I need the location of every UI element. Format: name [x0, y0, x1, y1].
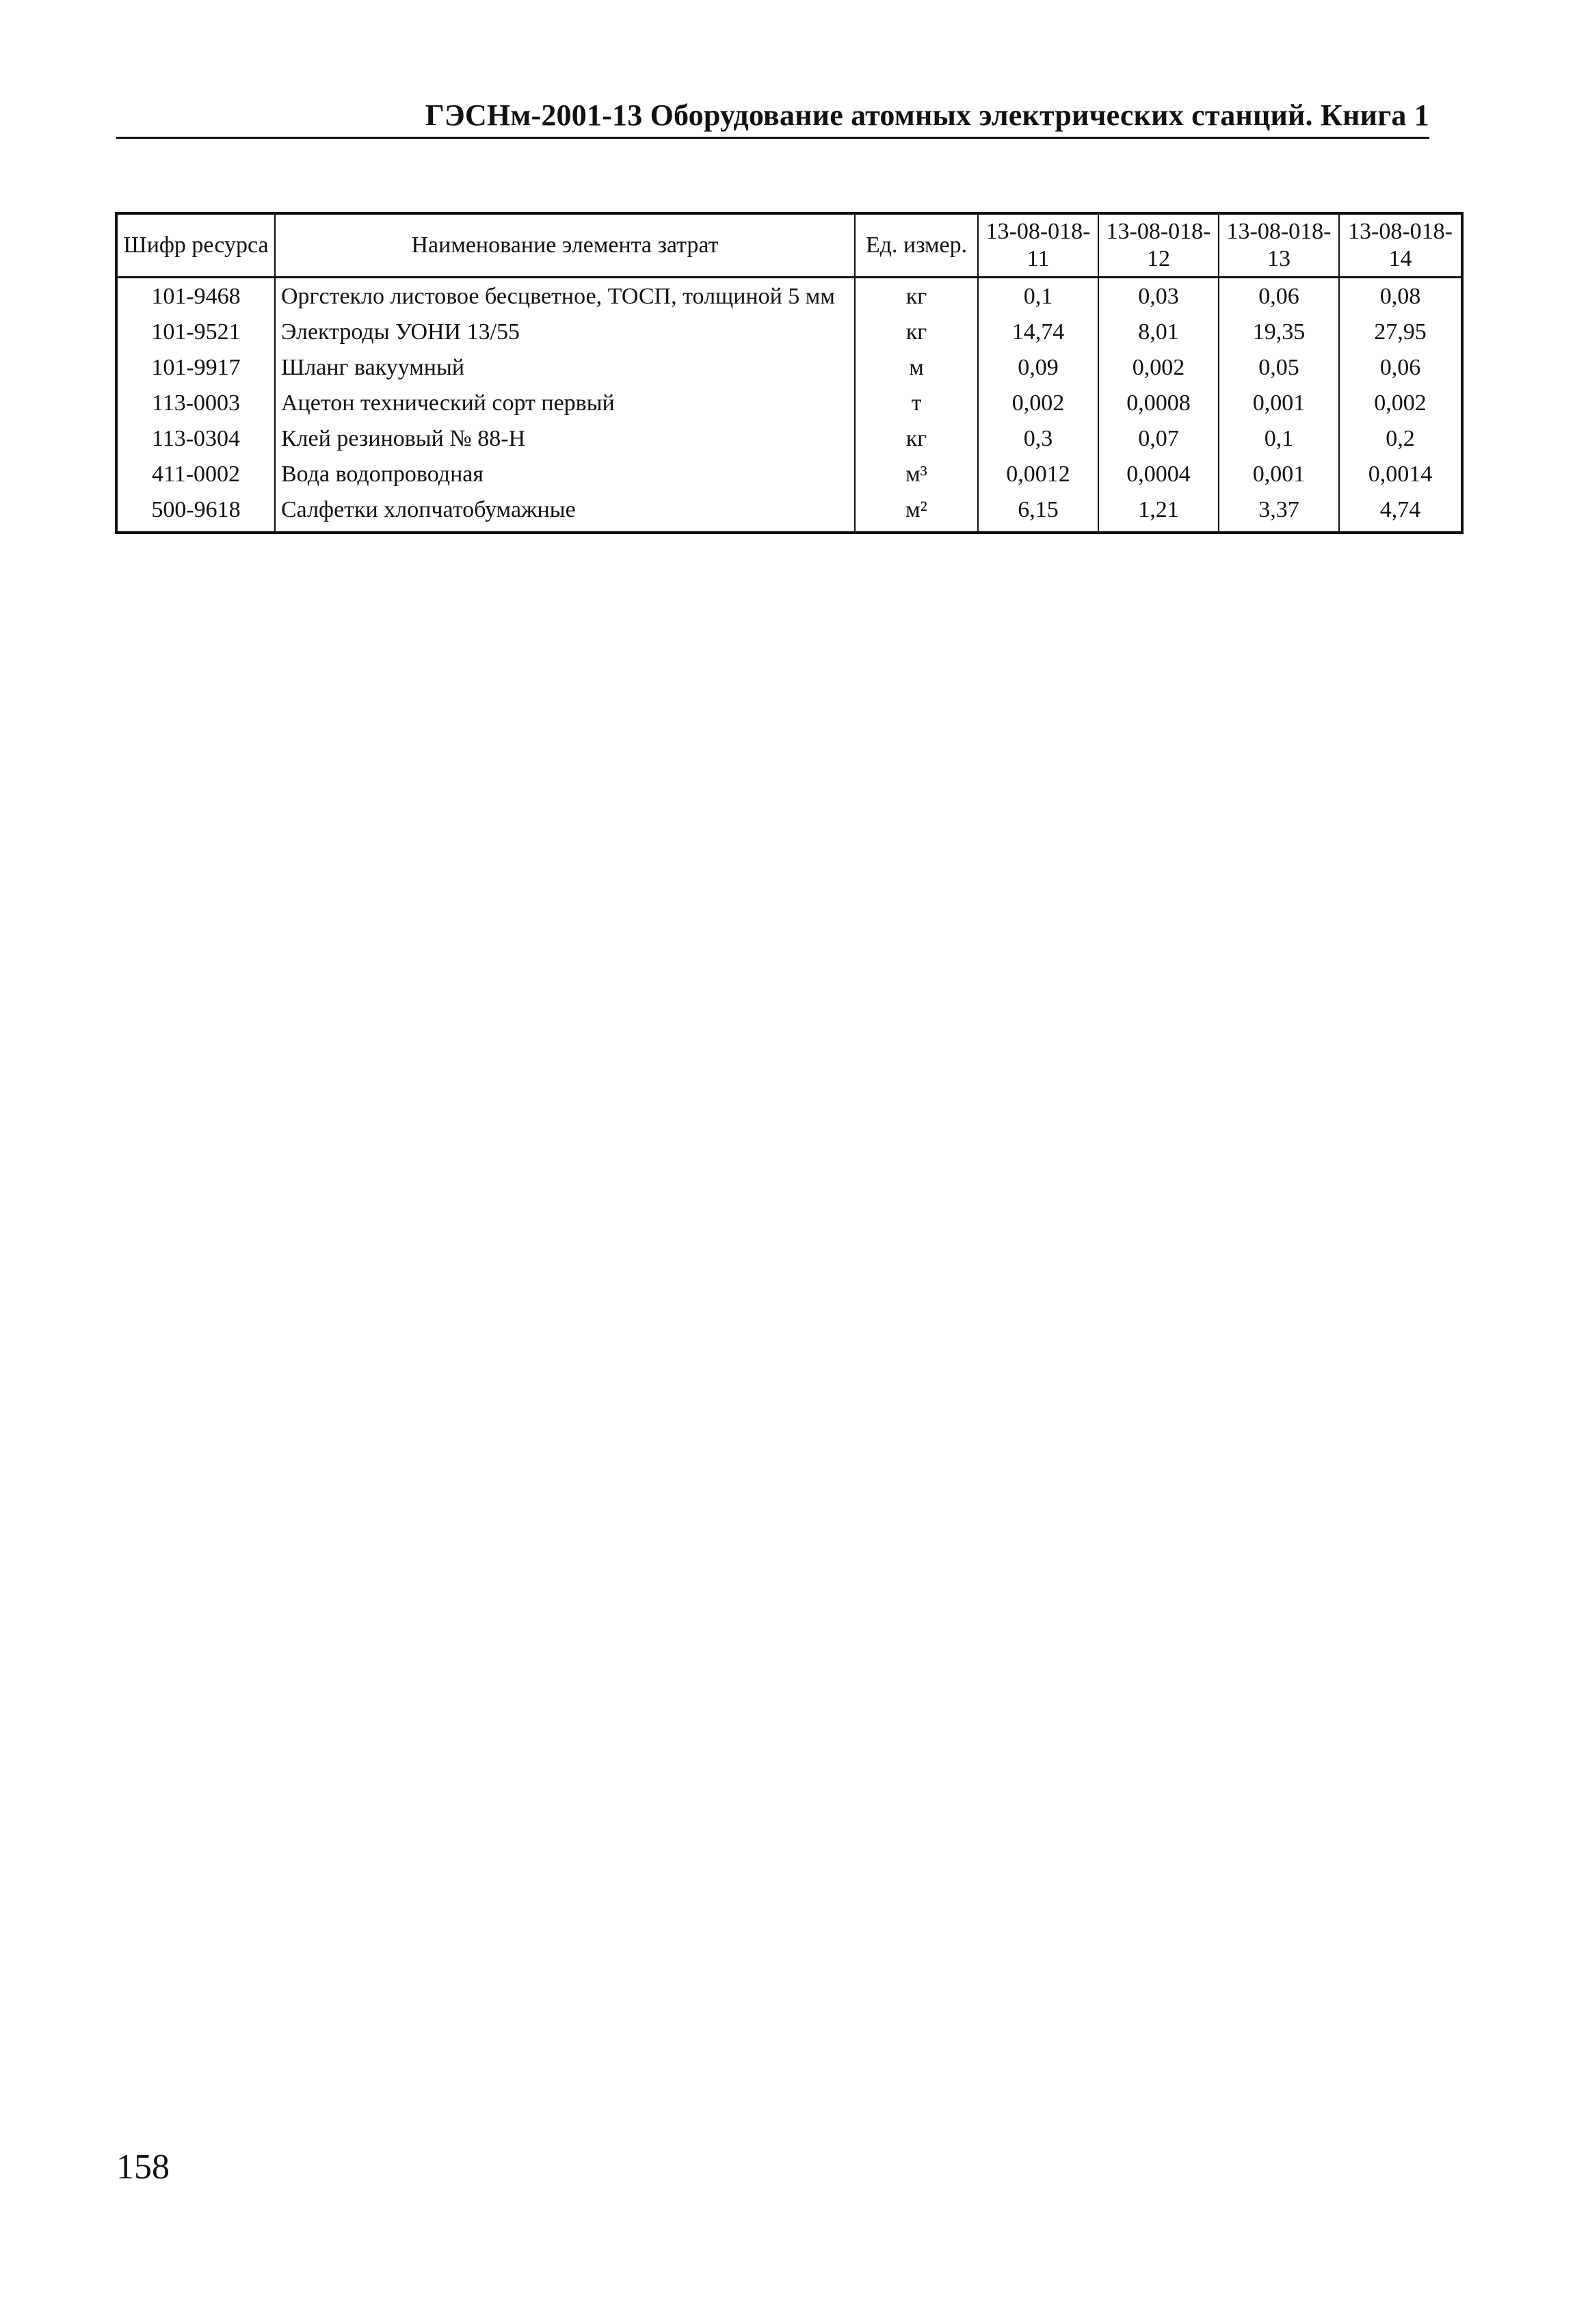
cell-value: 0,3: [978, 425, 1098, 460]
document-title: ГЭСНм-2001-13 Оборудование атомных электрических станций. Книга 1: [425, 98, 1429, 132]
cell-name: Шланг вакуумный: [275, 353, 855, 389]
cell-value: 0,08: [1339, 278, 1462, 319]
cell-value: 0,03: [1098, 278, 1219, 319]
table-row: [116, 389, 1462, 425]
cell-name: Вода водопроводная: [275, 460, 855, 496]
cell-value: 0,002: [1339, 389, 1462, 425]
cell-code: 113-0003: [116, 389, 275, 425]
cell-unit: т: [855, 389, 978, 425]
header-code: Шифр ресурса: [116, 213, 275, 278]
cell-value: 0,0014: [1339, 460, 1462, 496]
cell-value: 0,0008: [1098, 389, 1219, 425]
cell-value: 4,74: [1339, 496, 1462, 533]
cell-code: 101-9917: [116, 353, 275, 389]
page-number: 158: [116, 2148, 170, 2187]
cell-name: Салфетки хлопчатобумажные: [275, 496, 855, 533]
header-c1: 13-08-018-11: [978, 213, 1098, 278]
cell-value: 0,001: [1219, 389, 1339, 425]
cell-value: 19,35: [1219, 318, 1339, 353]
cell-value: 0,001: [1219, 460, 1339, 496]
cell-value: 0,07: [1098, 425, 1219, 460]
resource-table: [115, 212, 1464, 534]
cell-unit: м³: [855, 460, 978, 496]
cell-value: 0,09: [978, 353, 1098, 389]
header-c2: 13-08-018-12: [1098, 213, 1219, 278]
cell-name: Клей резиновый № 88-Н: [275, 425, 855, 460]
cell-code: 113-0304: [116, 425, 275, 460]
cell-name: Электроды УОНИ 13/55: [275, 318, 855, 353]
table-row: [116, 318, 1462, 353]
header-unit: Ед. измер.: [855, 213, 978, 278]
cell-unit: м²: [855, 496, 978, 533]
cell-name: Ацетон технический сорт первый: [275, 389, 855, 425]
cell-name: Оргстекло листовое бесцветное, ТОСП, толщиной 5 мм: [275, 278, 855, 319]
cell-value: 1,21: [1098, 496, 1219, 533]
cell-value: 0,002: [1098, 353, 1219, 389]
cell-value: 6,15: [978, 496, 1098, 533]
table-row: [116, 353, 1462, 389]
cell-value: 27,95: [1339, 318, 1462, 353]
cell-code: 411-0002: [116, 460, 275, 496]
cell-value: 0,05: [1219, 353, 1339, 389]
page-header: [116, 94, 1429, 139]
cell-unit: кг: [855, 318, 978, 353]
cell-code: 500-9618: [116, 496, 275, 533]
cell-value: 0,0012: [978, 460, 1098, 496]
cell-value: 8,01: [1098, 318, 1219, 353]
cell-value: 0,1: [1219, 425, 1339, 460]
table-row: [116, 278, 1462, 319]
cell-value: 0,0004: [1098, 460, 1219, 496]
cell-value: 14,74: [978, 318, 1098, 353]
cell-code: 101-9521: [116, 318, 275, 353]
cell-value: 3,37: [1219, 496, 1339, 533]
cell-value: 0,1: [978, 278, 1098, 319]
cell-value: 0,002: [978, 389, 1098, 425]
cell-value: 0,06: [1219, 278, 1339, 319]
table-row: [116, 425, 1462, 460]
cell-value: 0,2: [1339, 425, 1462, 460]
cell-unit: кг: [855, 278, 978, 319]
table-header-row: [116, 213, 1462, 278]
cell-value: 0,06: [1339, 353, 1462, 389]
cell-unit: кг: [855, 425, 978, 460]
cell-unit: м: [855, 353, 978, 389]
header-c3: 13-08-018-13: [1219, 213, 1339, 278]
header-name: Наименование элемента затрат: [275, 213, 855, 278]
header-c4: 13-08-018-14: [1339, 213, 1462, 278]
table-row: [116, 460, 1462, 496]
table-row: [116, 496, 1462, 533]
cell-code: 101-9468: [116, 278, 275, 319]
